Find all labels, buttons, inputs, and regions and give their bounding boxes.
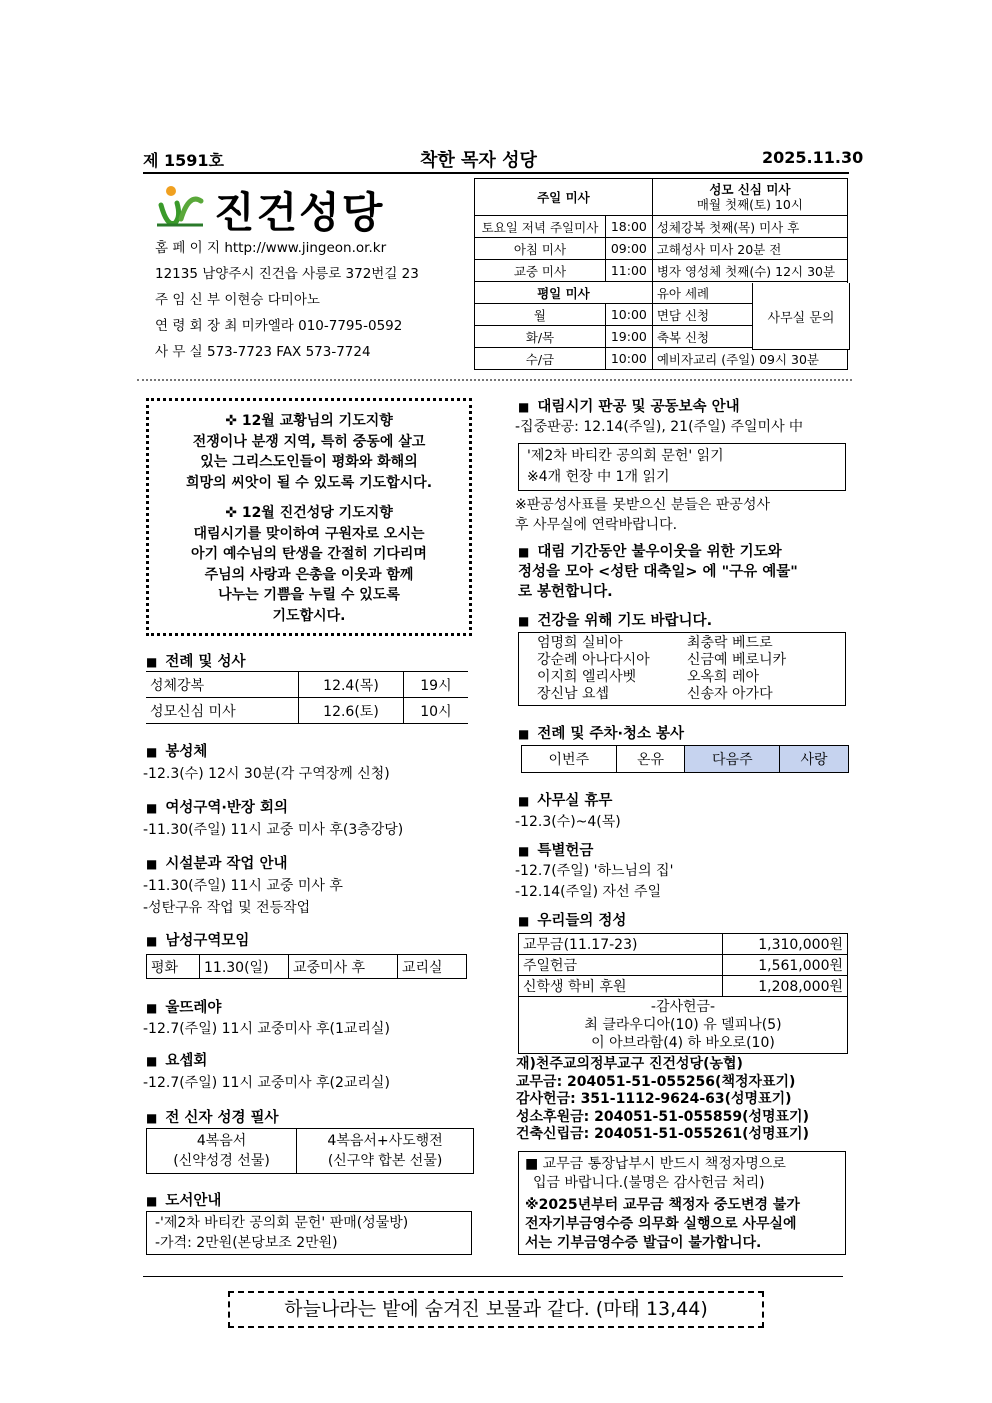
issue-date: 2025.11.30 (762, 148, 864, 167)
table-row: 이번주 온유 다음주 사랑 (522, 746, 849, 773)
table-row: 성체강복 12.4(목) 19시 (146, 672, 468, 698)
special-title: ■ 특별헌금 (518, 839, 593, 860)
parish-name: 착한 목자 성당 (420, 150, 537, 171)
table-row: 수/금 10:00 예비자교리 (주일) 09시 30분 (475, 348, 848, 370)
advent-reading-box: '제2차 바티칸 공의회 문헌' 읽기 ※4개 헌장 中 1개 읽기 (518, 443, 846, 491)
parish-info (155, 235, 419, 365)
women-meeting-text: -11.30(주일) 11시 교중 미사 후(3층강당) (143, 822, 404, 838)
parish-intention-title: ✜ 12월 진건성당 기도지향 (225, 505, 393, 521)
table-row (519, 997, 848, 1054)
table-row (147, 1129, 474, 1174)
table-row: 월 10:00 면담 신청 (475, 304, 848, 326)
offerings-table (518, 933, 848, 1054)
table-row: 토요일 저녁 주일미사 18:00 성체강복 첫째(목) 미사 후 (475, 216, 848, 238)
bible-title: ■ 전 신자 성경 필사 (146, 1106, 279, 1127)
list-item: 장신남 요셉 신송자 아가다 (537, 686, 773, 702)
sunday-mass-header: 주일 미사 (475, 179, 653, 216)
men-meeting-table (146, 954, 467, 979)
christmas-offering: ■ 대림 기간동안 불우이웃을 위한 기도와 정성을 모아 <성탄 대축일> 에 "구유 예물" 로 봉헌합니다. (518, 544, 798, 600)
infant-baptism: 유아 세례 (652, 282, 847, 304)
thanks-offering: -감사헌금- 최 클라우디아(10) 유 델피나(5) 이 아브라함(4) 하 바오로(10) (519, 997, 848, 1054)
pope-intention-title: ✜ 12월 교황님의 기도지향 (225, 413, 393, 429)
table-row: 신학생 학비 후원 1,208,000원 (519, 976, 848, 997)
bible-option-1: 4복음서 (신약성경 선물) (147, 1129, 297, 1174)
liturgy-table (146, 671, 468, 724)
table-row: 교무금(11.17-23) 1,310,000원 (519, 934, 848, 955)
logo-text: 진건성당 (214, 188, 385, 237)
women-meeting-title: ■ 여성구역·반장 회의 (146, 796, 288, 817)
health-prayer-box (518, 632, 846, 706)
list-item: 엄명희 실비아 최충락 베드로 (537, 635, 773, 651)
bank-accounts: 재)천주교의정부교구 진건성당(농협) 교무금: 204051-51-055256(책정자표기) 감사헌금: 351-1112-9624-63(성명표기) 성소후원금: 204051-51-055859(성명표기) 건축신립금: 204051-51-055261(성명표기) (516, 1056, 809, 1142)
notice-box: ■ 교무금 통장납부시 반드시 책정자명으로 입금 바랍니다.(불명은 감사헌금 처리) ※2025년부터 교무금 책정자 중도변경 불가 전자기부금영수증 의무화 실행으로 사무실에 서는 기부금영수증 발급이 불가합니다. (518, 1151, 846, 1255)
advent-note: ※판공성사표를 못받으신 분들은 판공성사 후 사무실에 연락바랍니다. (515, 497, 770, 533)
bible-option-2: 4복음서+사도행전 (신구약 합본 선물) (297, 1129, 474, 1174)
table-row: 성모신심 미사 12.6(토) 10시 (146, 698, 468, 724)
list-item: 이지희 엘리사벳 오옥희 레아 (537, 669, 760, 685)
office-phone: 사 무 실 573-7723 FAX 573-7724 (155, 344, 371, 360)
service-table (521, 745, 849, 773)
president: 연 령 회 장 최 미카엘라 010-7795-0592 (155, 318, 403, 334)
weekday-mass-header: 평일 미사 (475, 282, 653, 304)
homepage: 홈 페 이 지 http://www.jingeon.or.kr (155, 240, 387, 256)
section-divider (137, 379, 852, 381)
books-title: ■ 도서안내 (146, 1189, 221, 1210)
special-text: -12.7(주일) '하느님의 집' -12.14(주일) 자선 주일 (515, 863, 674, 900)
communion-text: -12.3(수) 12시 30분(각 구역장께 신청) (143, 766, 390, 782)
issue-number: 제 1591호 (143, 151, 225, 170)
office-inquiry: 사무실 문의 (752, 283, 850, 350)
advent-line: -집중판공: 12.14(주일), 21(주일) 주일미사 中 (515, 419, 804, 435)
footer-verse: 하늘나라는 밭에 숨겨진 보물과 같다. (마태 13,44) (228, 1291, 764, 1328)
offerings-title: ■ 우리들의 정성 (518, 909, 626, 930)
facility-title: ■ 시설분과 작업 안내 (146, 852, 288, 873)
health-title: ■ 건강을 위해 기도 바랍니다. (518, 609, 712, 630)
communion-title: ■ 봉성체 (146, 740, 207, 761)
office-closed-text: -12.3(수)~4(목) (515, 814, 621, 830)
table-row: 교중 미사 11:00 병자 영성체 첫째(수) 12시 30분 (475, 260, 848, 282)
joseph-title: ■ 요셉회 (146, 1049, 207, 1070)
prayer-intentions-box: ✜ 12월 교황님의 기도지향 전쟁이나 분쟁 지역, 특히 중동에 살고 있는 그리스도인들이 평화와 화해의 희망의 씨앗이 될 수 있도록 기도합시다. ✜ 12월 진건성당 기도지향 대림시기를 맞이하여 구원자로 오시는 아기 예수님의 탄생을 간절히 기다리며 주님의 사랑과 은총을 이웃과 함께 나누는 기쁨을 누릴 수 있도록 기도합시다. (146, 398, 472, 636)
parish-logo-icon (153, 183, 208, 231)
table-row: 평화 11.30(일) 교중미사 후 교리실 (147, 955, 467, 979)
table-row: 화/목 19:00 축복 신청 (475, 326, 848, 348)
men-meeting-title: ■ 남성구역모임 (146, 929, 249, 950)
office-closed-title: ■ 사무실 휴무 (518, 789, 612, 810)
table-row: 주일헌금 1,561,000원 (519, 955, 848, 976)
service-title: ■ 전례 및 주차·청소 봉사 (518, 722, 684, 743)
advent-title: ■ 대림시기 판공 및 공동보속 안내 (518, 395, 740, 416)
ultreya-title: ■ 울뜨레야 (146, 996, 221, 1017)
header-rule (143, 172, 849, 174)
books-box: -'제2차 바티칸 공의회 문헌' 판매(성물방) -가격: 2만원(본당보조 2만원) (146, 1211, 472, 1255)
pastor: 주 임 신 부 이현승 다미아노 (155, 292, 320, 308)
holy-mother-mass: 성모 신심 미사 매월 첫째(토) 10시 (652, 179, 847, 216)
joseph-text: -12.7(주일) 11시 교중미사 후(2교리실) (143, 1075, 390, 1091)
bible-table (146, 1128, 474, 1174)
facility-text: -11.30(주일) 11시 교중 미사 후 -성탄구유 작업 및 전등작업 (143, 878, 343, 916)
address: 12135 남양주시 진건읍 사릉로 372번길 23 (155, 266, 419, 282)
liturgy-title: ■ 전례 및 성사 (146, 650, 245, 671)
footer-rule (143, 1276, 843, 1277)
list-item: 강순례 아나다시아 신금예 베로니카 (537, 652, 787, 668)
ultreya-text: -12.7(주일) 11시 교중미사 후(1교리실) (143, 1021, 390, 1037)
table-row: 아침 미사 09:00 고해성사 미사 20분 전 (475, 238, 848, 260)
